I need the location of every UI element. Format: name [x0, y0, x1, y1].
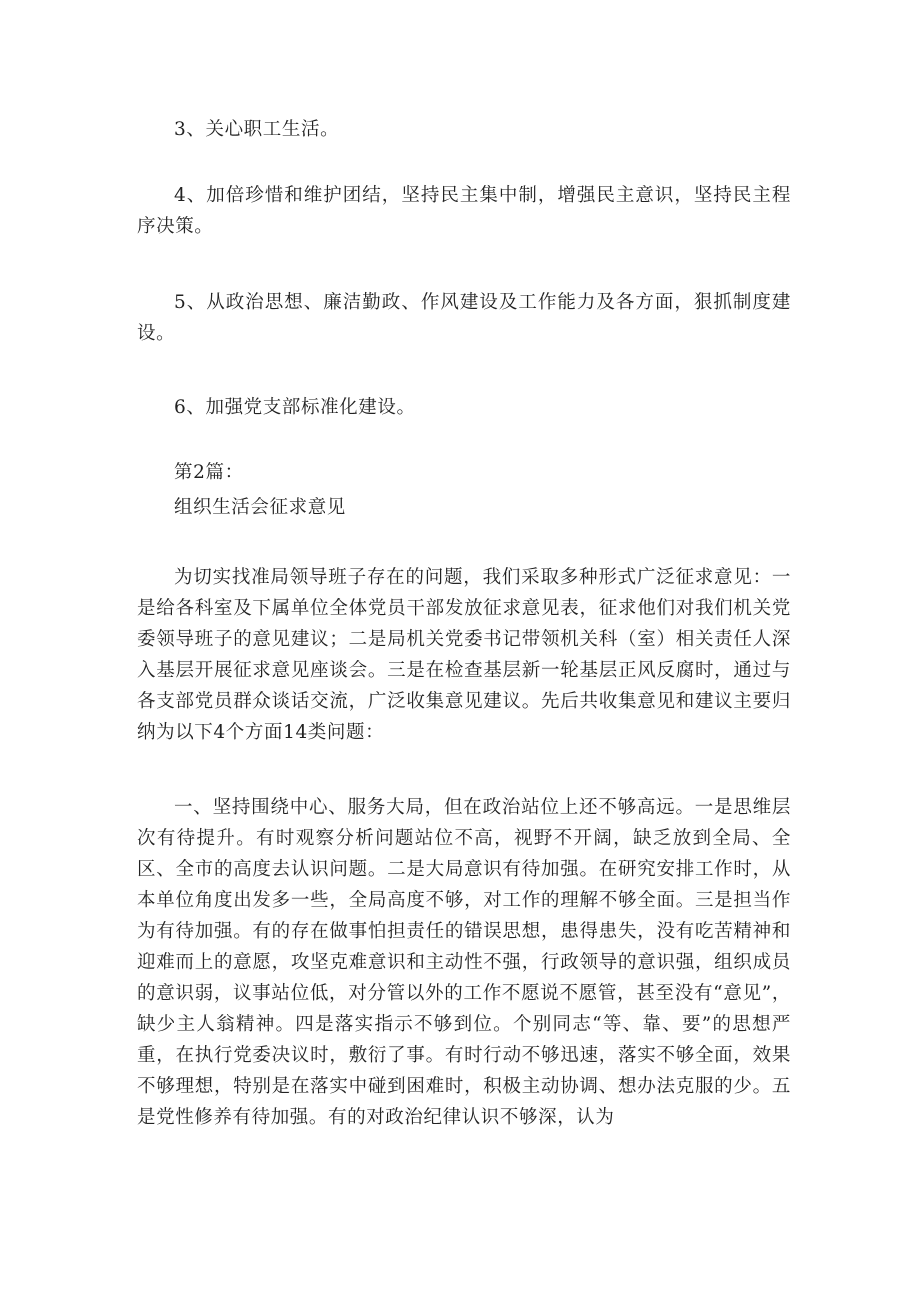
section-label: 第2篇：: [174, 462, 244, 483]
list-item-3: 3、关心职工生活。: [174, 119, 340, 140]
body-paragraph: 一、坚持围绕中心、服务大局，但在政治站位上还不够高远。一是思维层次有待提升。有时观察分析问题站位不高，视野不开阔，缺乏放到全局、全区、全市的高度去认识问题。二是大局意识有待加强。在研究安排工作时，从本单位角度出发多一些，全局高度不够，对工作的理解不够全面。三是担当作为有待加强。有的存在做事怕担责任的错误思想，患得患失，没有吃苦精神和迎难而上的意愿，攻坚克难意识和主动性不强，行政领导的意识强，组织成员的意识弱，议事站位低，对分管以外的工作不愿说不愿管，甚至没有“意见”，缺少主人翁精神。四是落实指示不够到位。个别同志“等、靠、要”的思想严重，在执行党委决议时，敷衍了事。有时行动不够迅速，落实不够全面，效果不够理想，特别是在落实中碰到困难时，积极主动协调、想办法克服的少。五是党性修养有待加强。有的对政治纪律认识不够深，认为: [137, 797, 791, 1128]
list-item-6: 6、加强党支部标准化建设。: [174, 397, 416, 418]
section-title: 组织生活会征求意见: [174, 497, 346, 518]
list-item-5: 5、从政治思想、廉洁勤政、作风建设及工作能力及各方面，狠抓制度建设。: [137, 292, 791, 344]
list-item-4: 4、加倍珍惜和维护团结，坚持民主集中制，增强民主意识，坚持民主程序决策。: [137, 185, 791, 237]
intro-paragraph: 为切实找准局领导班子存在的问题，我们采取多种形式广泛征求意见：一是给各科室及下属单位全体党员干部发放征求意见表，征求他们对我们机关党委领导班子的意见建议；二是局机关党委书记带领机关科（室）相关责任人深入基层开展征求意见座谈会。三是在检查基层新一轮基层正风反腐时，通过与各支部党员群众谈话交流，广泛收集意见建议。先后共收集意见和建议主要归纳为以下4个方面14类问题：: [137, 567, 791, 743]
